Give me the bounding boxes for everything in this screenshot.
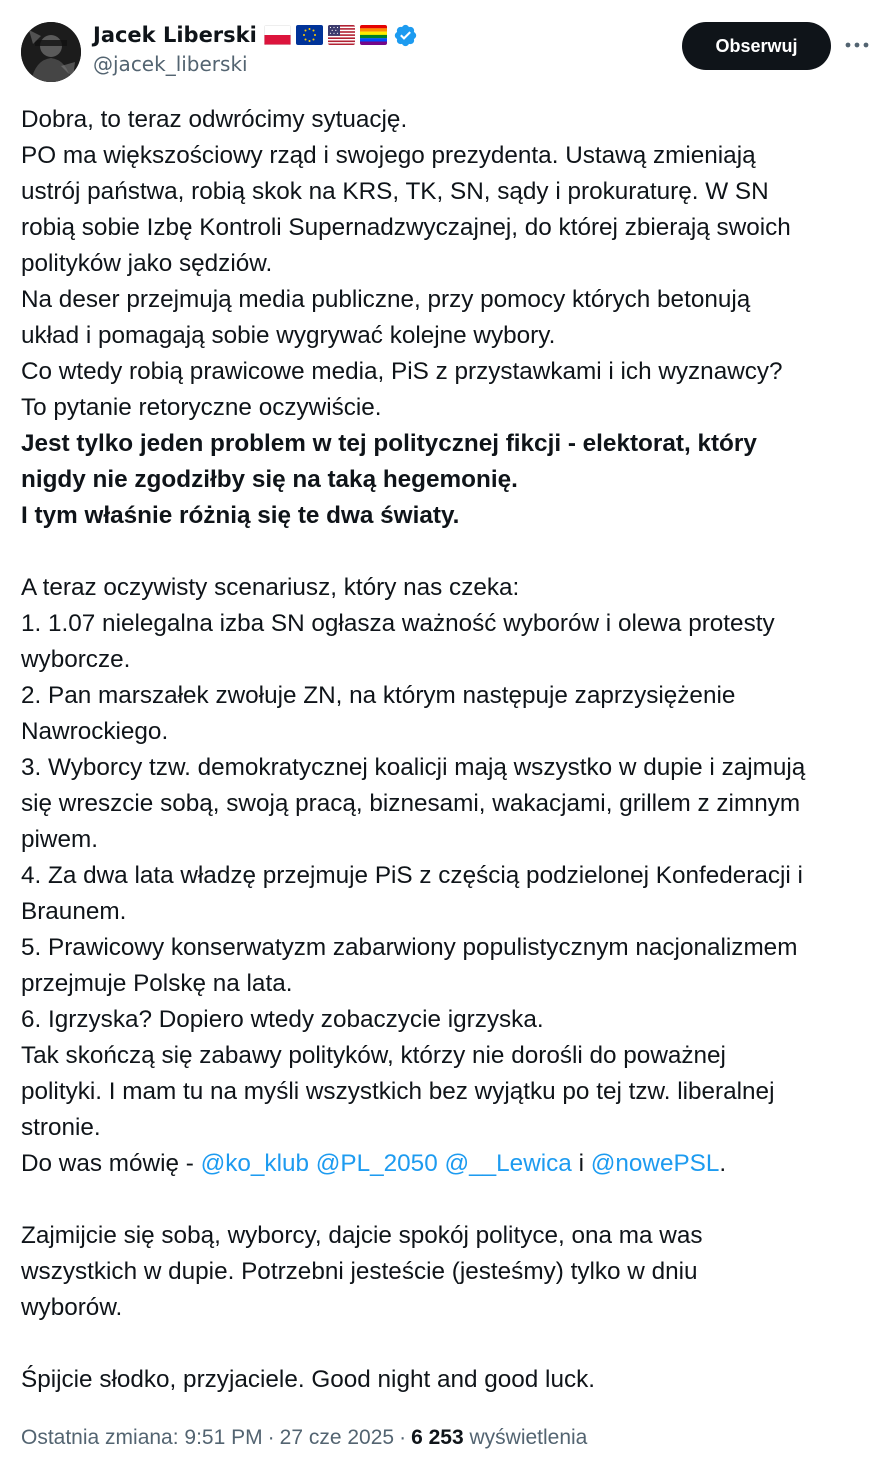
tweet-line	[21, 714, 876, 750]
tweet-text-segment: piwem.	[21, 826, 98, 853]
tweet-text-segment: A teraz oczywisty scenariusz, który nas czeka:	[21, 574, 520, 601]
tweet-text-segment: To pytanie retoryczne oczywiście.	[21, 394, 382, 421]
tweet-text-segment	[309, 1150, 316, 1177]
tweet-text-segment: Tak skończą się zabawy polityków, którzy nie dorośli do poważnej	[21, 1042, 726, 1069]
tweet-line	[21, 1110, 876, 1146]
tweet-line	[21, 1038, 876, 1074]
mention-link[interactable]: @ko_klub	[200, 1150, 309, 1177]
tweet-line	[21, 246, 876, 282]
tweet-text-segment: się wreszcie sobą, swoją pracą, biznesami, wakacjami, grillem z zimnym	[21, 790, 801, 817]
author-handle[interactable]: @jacek_liberski	[93, 52, 248, 76]
tweet-text-segment: 3. Wyborcy tzw. demokratycznej koalicji mają wszystko w dupie i zajmują	[21, 754, 806, 781]
views-count: 6 253	[411, 1426, 464, 1449]
tweet-text-segment: 6. Igrzyska? Dopiero wtedy zobaczycie igrzyska.	[21, 1006, 544, 1033]
tweet-line	[21, 102, 876, 138]
tweet-line	[21, 390, 876, 426]
tweet-text-segment: Jest tylko jeden problem w tej politycznej fikcji - elektorat, który	[21, 430, 757, 457]
tweet-line	[21, 786, 876, 822]
author-name-row	[93, 20, 418, 50]
follow-button[interactable]: Obserwuj	[682, 22, 831, 70]
tweet-line	[21, 930, 876, 966]
author-display-name[interactable]: Jacek Liberski	[93, 23, 257, 47]
tweet-text-segment: stronie.	[21, 1114, 101, 1141]
tweet-text-segment: i	[571, 1150, 591, 1177]
tweet-text-segment: polityków jako sędziów.	[21, 250, 273, 277]
tweet-line	[21, 1218, 876, 1254]
tweet-line	[21, 750, 876, 786]
tweet-line	[21, 210, 876, 246]
tweet-line	[21, 1290, 876, 1326]
tweet-line	[21, 858, 876, 894]
tweet-line	[21, 462, 876, 498]
tweet-text-segment: układ i pomagają sobie wygrywać kolejne wybory.	[21, 322, 556, 349]
tweet-text-segment: Co wtedy robią prawicowe media, PiS z przystawkami i ich wyznawcy?	[21, 358, 783, 385]
tweet-text-segment: 1. 1.07 nielegalna izba SN ogłasza ważność wyborów i olewa protesty	[21, 610, 775, 637]
tweet-time[interactable]: 9:51 PM	[184, 1426, 263, 1449]
flag-eu-icon	[296, 25, 323, 45]
flag-usa-icon	[328, 25, 355, 45]
mention-link[interactable]: @PL_2050	[315, 1150, 438, 1177]
tweet-line	[21, 498, 876, 534]
blank-line	[21, 1326, 876, 1362]
flag-rainbow-icon	[360, 25, 387, 45]
mention-link[interactable]: @__Lewica	[444, 1150, 572, 1177]
tweet-text	[21, 102, 876, 1398]
tweet-text-segment: Braunem.	[21, 898, 127, 925]
tweet-line	[21, 570, 876, 606]
tweet-text-segment: polityki. I mam tu na myśli wszystkich bez wyjątku po tej tzw. liberalnej	[21, 1078, 775, 1105]
tweet-text-segment: wyborcze.	[21, 646, 131, 673]
tweet-line	[21, 282, 876, 318]
tweet-line	[21, 678, 876, 714]
tweet-line	[21, 966, 876, 1002]
avatar[interactable]	[21, 22, 81, 82]
blank-line	[21, 534, 876, 570]
tweet-line	[21, 642, 876, 678]
blank-line	[21, 1182, 876, 1218]
meta-separator: ·	[267, 1426, 275, 1449]
tweet-line	[21, 1146, 876, 1182]
mention-link[interactable]: @nowePSL	[590, 1150, 720, 1177]
tweet-text-segment: 2. Pan marszałek zwołuje ZN, na którym następuje zaprzysiężenie	[21, 682, 736, 709]
flag-poland-icon	[264, 25, 291, 45]
tweet-text-segment: wszystkich w dupie. Potrzebni jesteście (jesteśmy) tylko w dniu	[21, 1258, 698, 1285]
edited-label[interactable]: Ostatnia zmiana:	[21, 1426, 179, 1449]
tweet-line	[21, 426, 876, 462]
tweet-text-segment: Na deser przejmują media publiczne, przy pomocy których betonują	[21, 286, 751, 313]
tweet-text-segment: 4. Za dwa lata władzę przejmuje PiS z częścią podzielonej Konfederacji i	[21, 862, 803, 889]
tweet-text-segment: Śpijcie słodko, przyjaciele. Good night and good luck.	[21, 1366, 596, 1393]
tweet-text-segment: Nawrockiego.	[21, 718, 169, 745]
tweet-line	[21, 354, 876, 390]
views-label: wyświetlenia	[469, 1426, 588, 1449]
tweet-text-segment: Do was mówię -	[21, 1150, 201, 1177]
tweet-header	[0, 0, 887, 90]
tweet-text-segment: Dobra, to teraz odwrócimy sytuację.	[21, 106, 408, 133]
tweet-line	[21, 822, 876, 858]
tweet-text-segment: 5. Prawicowy konserwatyzm zabarwiony populistycznym nacjonalizmem	[21, 934, 798, 961]
tweet-text-segment: PO ma większościowy rząd i swojego prezydenta. Ustawą zmieniają	[21, 142, 756, 169]
tweet-text-segment: Zajmijcie się sobą, wyborcy, dajcie spokój polityce, ona ma was	[21, 1222, 703, 1249]
more-options-icon[interactable]	[840, 30, 874, 60]
tweet-text-segment: nigdy nie zgodziłby się na taką hegemonię.	[21, 466, 518, 493]
tweet-line	[21, 174, 876, 210]
tweet-line	[21, 606, 876, 642]
tweet-line	[21, 894, 876, 930]
tweet-text-segment: wyborów.	[21, 1294, 123, 1321]
tweet-line	[21, 1362, 876, 1398]
tweet-text-segment: .	[719, 1150, 727, 1177]
meta-separator: ·	[399, 1426, 407, 1449]
tweet-line	[21, 318, 876, 354]
tweet-line	[21, 1254, 876, 1290]
tweet-line	[21, 1074, 876, 1110]
tweet-text-segment: I tym właśnie różnią się te dwa światy.	[21, 502, 460, 529]
tweet-text-segment: robią sobie Izbę Kontroli Supernadzwyczajnej, do której zbierają swoich	[21, 214, 791, 241]
tweet-line	[21, 1002, 876, 1038]
tweet-meta	[21, 1422, 587, 1454]
verified-badge-icon[interactable]	[393, 23, 418, 48]
tweet-line	[21, 138, 876, 174]
tweet-text-segment: ustrój państwa, robią skok na KRS, TK, SN, sądy i prokuraturę. W SN	[21, 178, 769, 205]
tweet-date[interactable]: 27 cze 2025	[279, 1426, 395, 1449]
tweet-text-segment: przejmuje Polskę na lata.	[21, 970, 293, 997]
